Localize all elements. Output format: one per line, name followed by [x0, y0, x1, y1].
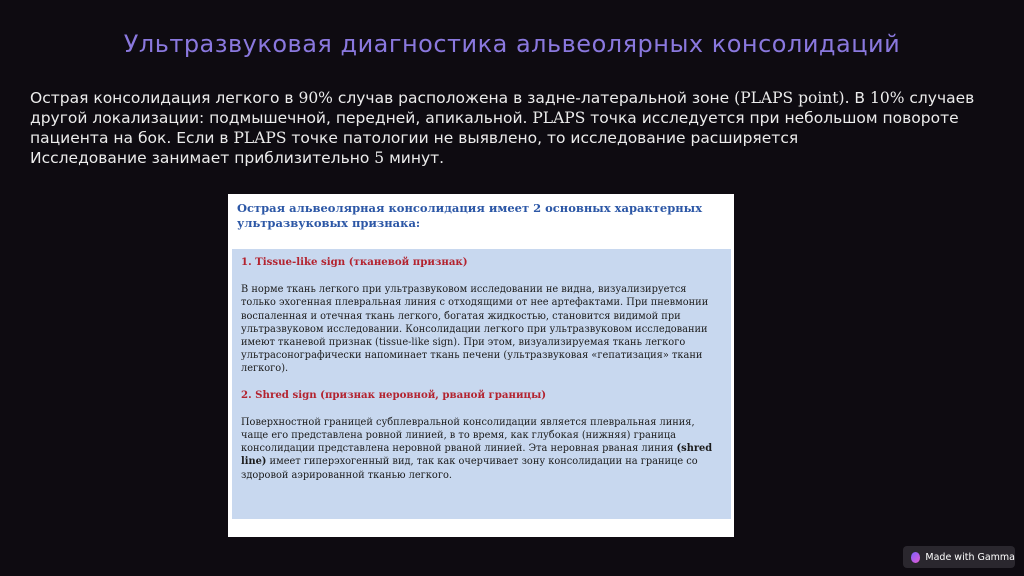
badge-label: Made with Gamma — [925, 551, 1015, 563]
p1-text-1: Острая консолидация легкого в — [30, 89, 299, 107]
p1-plaps-point: (PLAPS point). — [734, 89, 850, 107]
p1-text-6: точке патологии не выявлено, то исследование расширяется — [286, 129, 799, 147]
figure-sign1-text: В норме ткань легкого при ультразвуковом исследовании не видна, визуализируется только эхогенная плевральная линия с отходящими от нее артефактами. При пневмонии воспаленная и отечная ткань легкого, богатая жидкостью, становится видимой при ультразвуковом исследовании. Консолидации легкого при ультразвуковом исследовании имеют тканевой признак (tissue-like sign). При этом, визуализируемая ткань легкого ультрасонографически напоминает ткань печени (ультразвуковая «гепатизация» ткани легкого). — [241, 284, 709, 375]
figure-sign2-text-b: имеет гиперэхогенный вид, так как очерчивает зону консолидации на границе со здоровой аэрированной тканью легкого. — [241, 456, 698, 481]
gamma-logo-icon — [911, 552, 920, 563]
body-paragraph-2 — [30, 148, 995, 168]
p1-text-4: случаев другой локализации: подмышечной, передней, апикальной. — [30, 89, 975, 127]
p2-minutes: 5 — [374, 149, 385, 167]
figure-sign2-text — [241, 416, 723, 482]
p2-text-1: Исследование занимает приблизительно — [30, 149, 375, 167]
p1-percent-10: 10% — [870, 89, 905, 107]
p1-text-5: точка исследуется при небольшом повороте пациента на бок. Если в — [30, 109, 959, 147]
figure-sign2-text-a: Поверхностной границей субплевральной консолидации является плевральная линия, чаще его представлена ровной линией, в то время, как глубокая (нижняя) граница консолидации представлена неровной рваной линией. Эта неровная рваная линия — [241, 416, 695, 455]
body-paragraph-1 — [30, 88, 995, 148]
figure-document-image — [228, 194, 734, 537]
slide-title: Ультразвуковая диагностика альвеолярных консолидаций — [123, 30, 901, 58]
slide-body-text — [30, 88, 995, 168]
figure-heading: Острая альвеолярная консолидация имеет 2 основных характерных ультразвуковых признака: — [237, 201, 703, 230]
figure-content-box — [232, 249, 731, 519]
p1-plaps-1: PLAPS — [532, 109, 586, 127]
figure-sign2-shred-line: (shred line) — [241, 443, 713, 468]
figure-sign1-title: 1. Tissue-like sign (тканевой признак) — [241, 256, 468, 268]
p2-text-2: минут. — [384, 149, 445, 167]
made-with-gamma-badge[interactable] — [903, 546, 1015, 568]
p1-plaps-2: PLAPS — [233, 129, 287, 147]
p1-percent-90: 90% — [298, 89, 333, 107]
p1-text-3: В — [849, 89, 870, 107]
p1-text-2: случав расположена в задне-латеральной зоне — [332, 89, 735, 107]
figure-sign2-title: 2. Shred sign (признак неровной, рваной границы) — [241, 388, 547, 401]
